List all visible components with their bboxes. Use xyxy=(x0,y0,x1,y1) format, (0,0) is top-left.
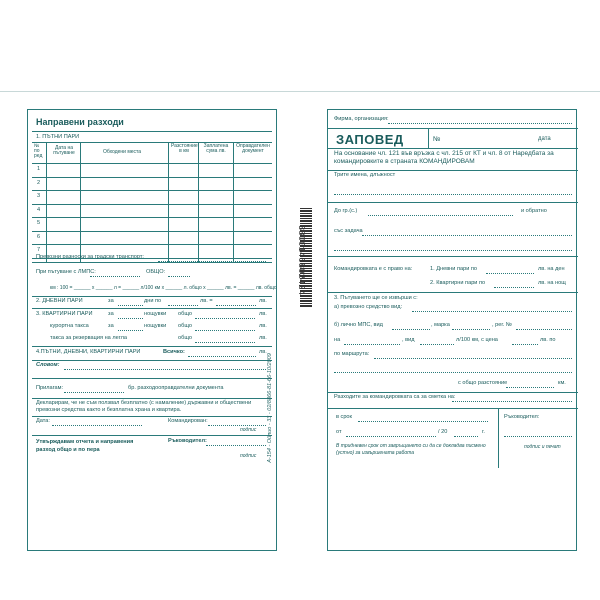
barcode-number: 3800146802424 xyxy=(296,224,307,296)
expenses-title: Направени разходи xyxy=(36,117,124,127)
daily-lv2: лв. xyxy=(259,298,267,304)
transport-label: Превозни разноски за градски транспорт: xyxy=(36,254,144,260)
daily-label: 1. Дневни пари по xyxy=(430,266,478,272)
row-number: 3 xyxy=(37,193,41,199)
col-header-paid: Заплатена сума лв. xyxy=(203,143,229,154)
distance-label: с общо разстояние xyxy=(458,380,508,386)
km-label: км. xyxy=(558,380,566,386)
manager-label: Ръководител: xyxy=(168,438,207,444)
lodging-lv: лв. xyxy=(259,311,267,317)
table-row-line xyxy=(32,244,272,245)
names-label: Трите имена, длъжност xyxy=(334,172,396,178)
legal-basis-text: На основание чл. 121 във връзка с чл. 215 от КТ и чл. 8 от Наредбата за командировките в страната КОМАНДИРОВАМ xyxy=(334,150,554,166)
row-number: 7 xyxy=(37,247,41,253)
type-label: на xyxy=(334,337,341,343)
reg-label: , рег. № xyxy=(492,322,512,328)
lodging-label: 2. Квартирни пари по xyxy=(430,280,486,286)
manager-right-label: Ръководител: xyxy=(504,414,540,420)
signature2-label: подпис xyxy=(240,453,257,459)
date-label: Дата: xyxy=(36,418,50,424)
order-no-label: № xyxy=(433,136,441,143)
transport-b-label: б) лично МПС, вид xyxy=(334,322,383,328)
order-form xyxy=(327,109,577,551)
route-label: по маршрута: xyxy=(334,351,370,357)
col-header-distance: Разстояние в км xyxy=(171,143,198,154)
sign-stamp-label: подпис и печат xyxy=(524,444,561,450)
approve-text: Утвърждавам отчета и направения разход общо и по пера xyxy=(36,439,134,453)
resort-za: за xyxy=(108,323,114,329)
total-label: ОБЩО: xyxy=(146,269,166,275)
order-title: ЗАПОВЕД xyxy=(336,132,404,147)
lv-po-label: лв. по xyxy=(540,337,556,343)
seconded-label: Командирован: xyxy=(168,418,208,424)
transport-a-label: а) превозно средство вид: xyxy=(334,304,403,310)
per100-label: л/100 км, с цена xyxy=(456,337,498,343)
row-number: 4 xyxy=(37,206,41,213)
lodging-za: за xyxy=(108,311,114,317)
lodging-obshto: общо xyxy=(178,311,192,317)
declaration-text: Декларирам, че не съм ползвал безплатно (с намаление) държавни и обществени превозни средства както и безплатна храна и квартира. xyxy=(36,400,252,414)
row-number: 1 xyxy=(37,166,41,172)
attached-docs-label: бр. разходооправдателни документа xyxy=(128,385,224,391)
table-row-line xyxy=(32,217,272,218)
task-label: със задача xyxy=(334,228,363,234)
daily-days: дни по xyxy=(144,298,162,304)
col-header-date: Дата на пътуване xyxy=(53,145,75,156)
section-total: 4.ПЪТНИ, ДНЕВНИ, КВАРТИРНИ ПАРИ xyxy=(36,349,141,355)
reservation-obshto: общо xyxy=(178,335,192,341)
row-number: 2 xyxy=(37,179,41,186)
report-note: В тридневен срок от завръщането си да се докладва писмено (устно) за извършената работа xyxy=(336,443,486,456)
order-date-label: дата xyxy=(538,136,551,142)
company-label: Фирма, организация: xyxy=(334,116,389,122)
resort-lv: лв. xyxy=(259,323,267,329)
reservation-lv: лв. xyxy=(259,335,267,341)
form-code: A-154 - Ойлио - 33 - 02/8866-81-66-10/2009 xyxy=(266,353,273,463)
section-travel-money: 1. ПЪТНИ ПАРИ xyxy=(36,134,80,140)
per-day-label: лв. на ден xyxy=(538,266,565,272)
section-lodging-money: 3. КВАРТИРНИ ПАРИ xyxy=(36,311,93,317)
reservation-tax-label: такса за резервация на легла xyxy=(50,335,127,341)
within-label: в срок xyxy=(336,414,352,420)
brand-label: , марка xyxy=(431,322,450,328)
in-words-label: Словом: xyxy=(36,362,60,368)
to-city-label: До гр.(с.) xyxy=(334,208,358,214)
table-row-line xyxy=(32,177,272,178)
and-back-label: и обратно xyxy=(521,208,547,214)
col-header-places: Обходени места xyxy=(103,149,142,155)
total-lv: лв. xyxy=(259,349,267,355)
travel-label: 3. Пътуването ще се извърши с: xyxy=(334,295,418,301)
per-night-label: лв. на нощ xyxy=(538,280,566,286)
lodging-nights: нощувки xyxy=(144,311,167,317)
resort-nights: нощувки xyxy=(144,323,167,329)
daily-lv: лв. = xyxy=(200,298,213,304)
table-row-line xyxy=(32,204,272,205)
entitled-label: Командировката е с право на: xyxy=(334,266,413,272)
year-label: / 20 xyxy=(438,429,448,435)
from-label: от xyxy=(336,429,342,435)
km-line: км : 100 = ______ х ______ л = ______ л/100 км х ______ л. общо х ______ лв. = ______ лв. общо xyxy=(50,285,277,291)
expenses-form xyxy=(27,109,277,551)
g-label: г. xyxy=(482,429,485,435)
table-row-line xyxy=(32,190,272,191)
kind-label: , вид xyxy=(402,337,415,343)
signature-label: подпис xyxy=(240,427,257,433)
section-daily-money: 2. ДНЕВНИ ПАРИ xyxy=(36,298,83,304)
table-row-line xyxy=(32,231,272,232)
attached-label: Прилагам: xyxy=(36,385,64,391)
daily-za: за xyxy=(108,298,114,304)
resort-tax-label: курортна такса xyxy=(50,323,89,329)
col-header-doc: Оправдателен документ xyxy=(236,143,270,154)
resort-obshto: общо xyxy=(178,323,192,329)
row-number: 5 xyxy=(37,220,41,226)
row-number: 6 xyxy=(37,233,41,240)
total-all-label: Всичко: xyxy=(163,349,185,355)
col-header-no: № по ред xyxy=(34,143,43,159)
background-fold-line xyxy=(0,91,600,92)
lmps-label: При пътуване с ЛМПС: xyxy=(36,269,96,275)
expenses-label: Разходите за командировката са за сметка на: xyxy=(334,394,456,400)
